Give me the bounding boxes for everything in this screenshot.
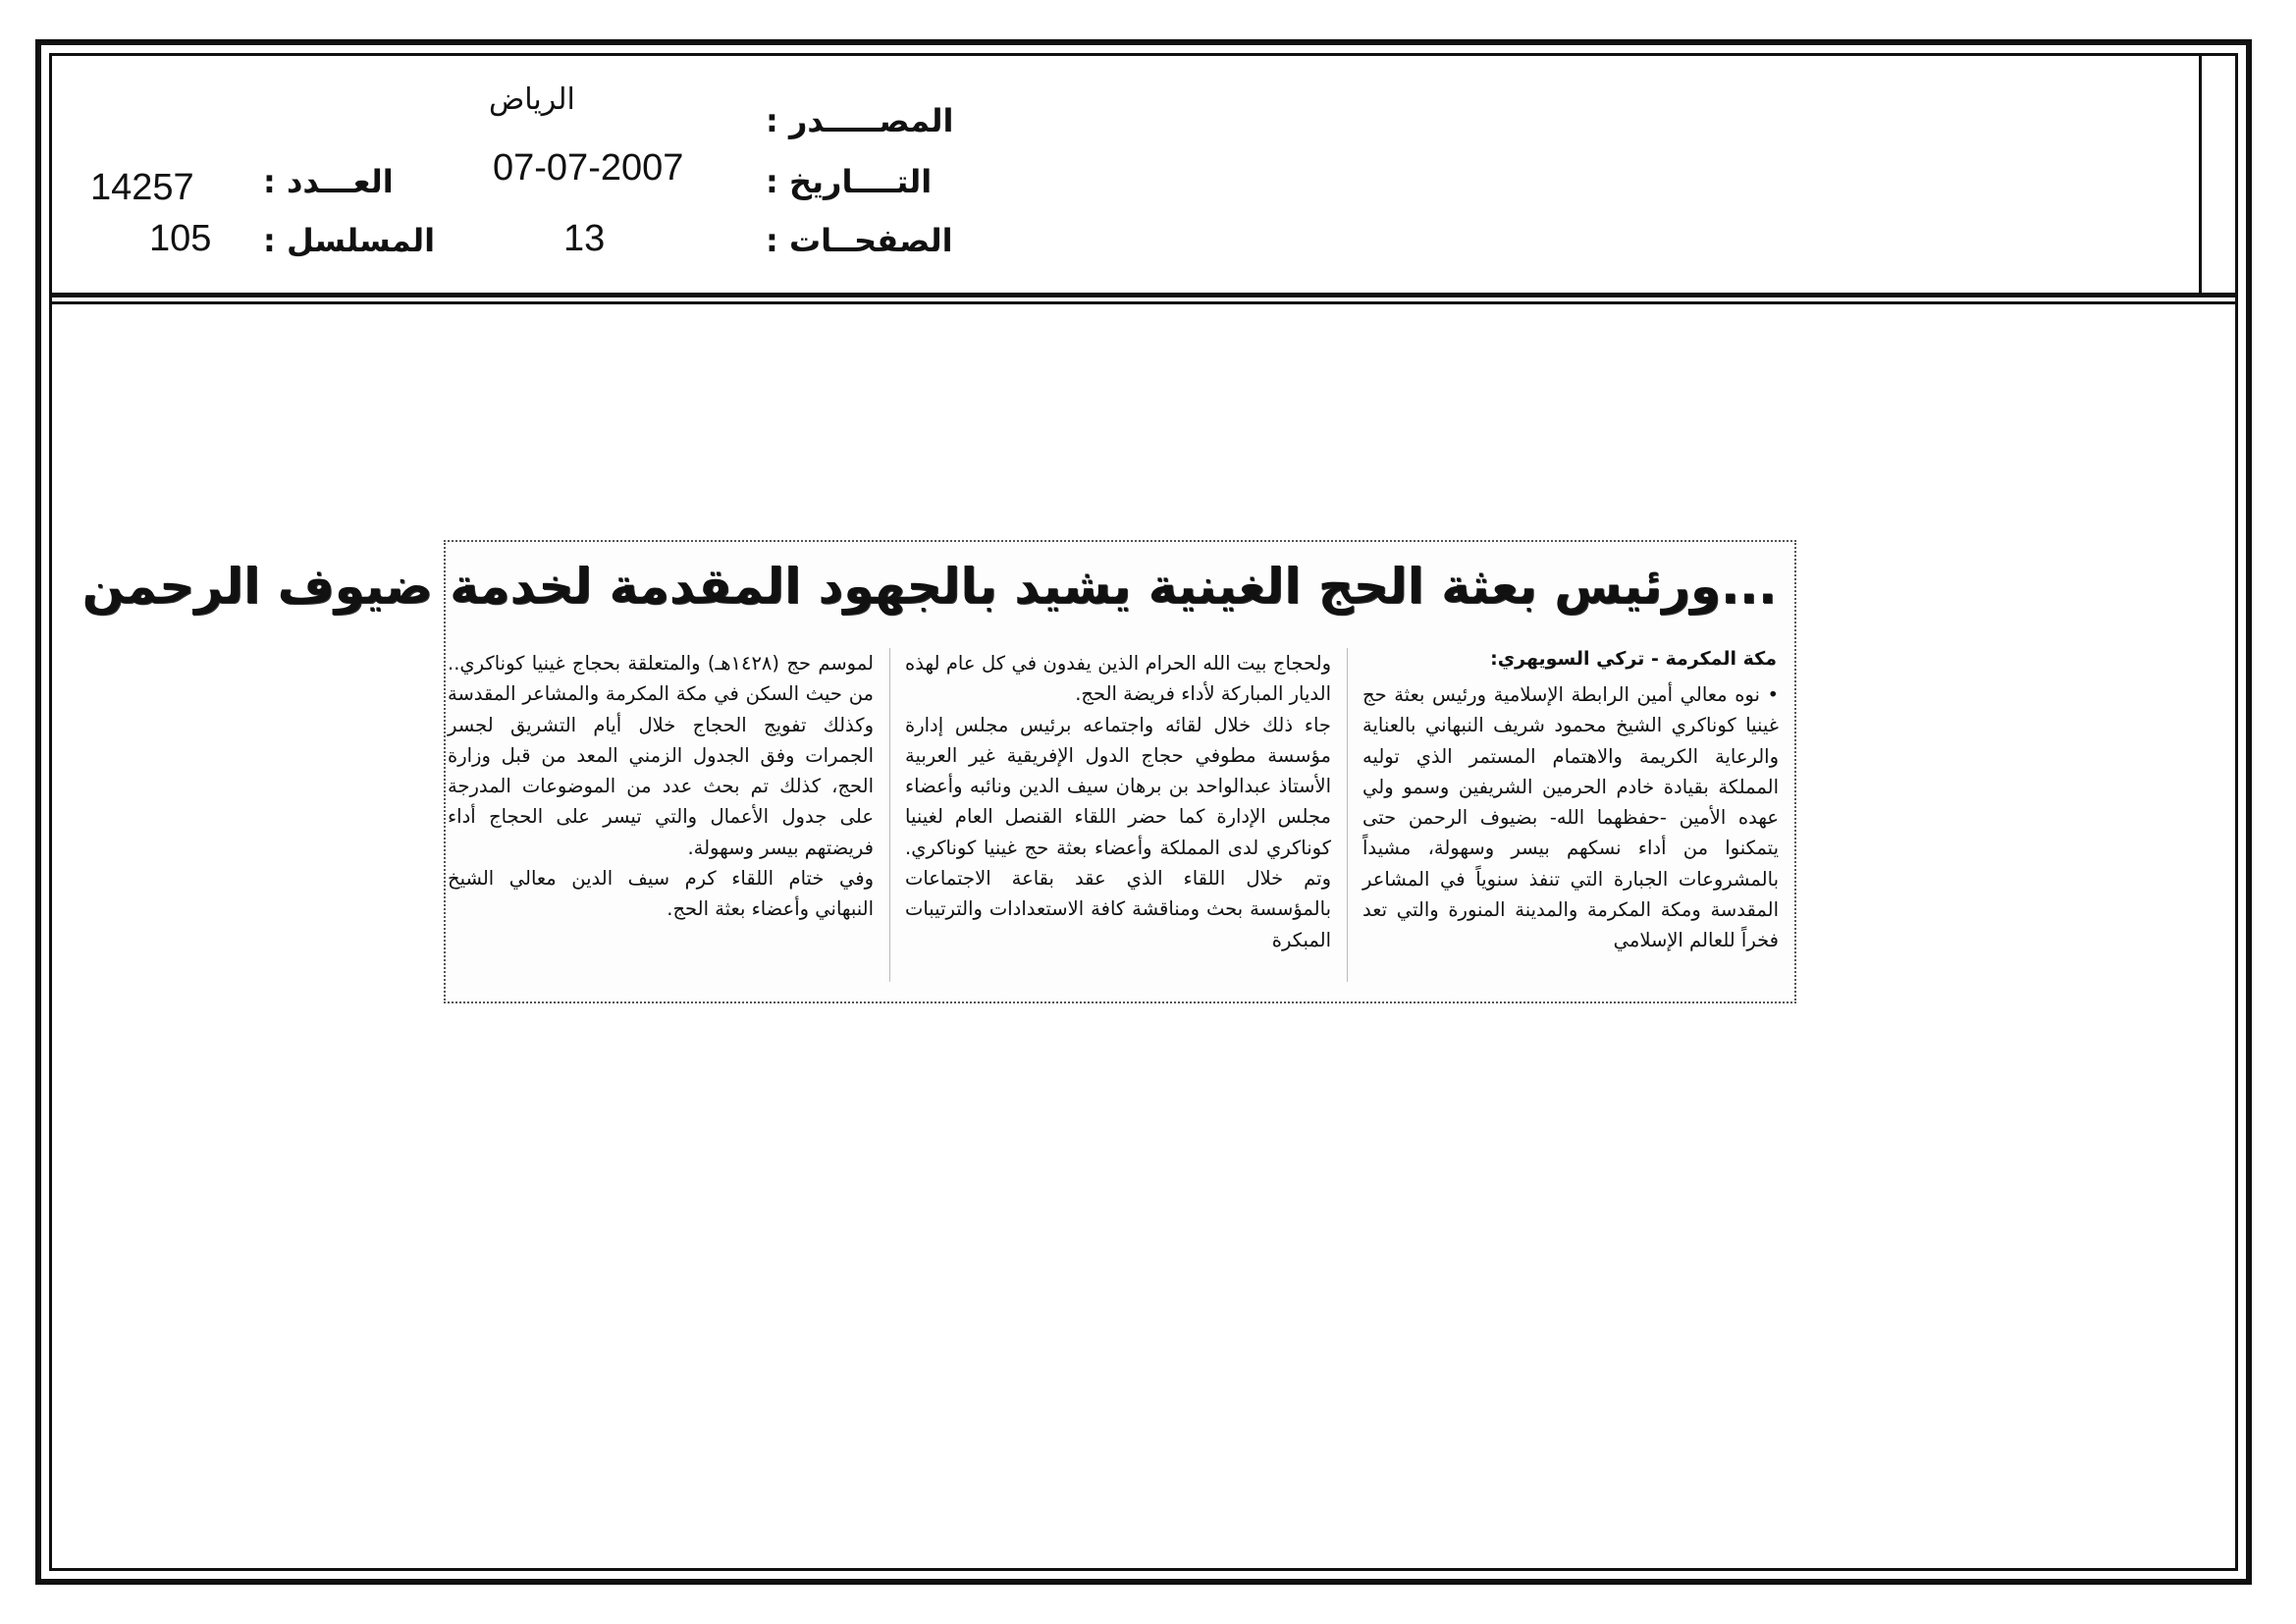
article-paragraph: وفي ختام اللقاء كرم سيف الدين معالي الشيخ النبهاني وأعضاء بعثة الحج. [448,867,874,921]
column-divider [889,648,890,982]
article-paragraph: جاء ذلك خلال لقائه واجتماعه برئيس مجلس إدارة مؤسسة مطوفي حجاج الدول الإفريقية غير العربية الأستاذ عبدالواحد بن برهان سيف الدين ونائبه وأعضاء مجلس الإدارة كما حضر اللقاء القنصل العام لغينيا كوناكري لدى المملكة وأعضاء بعثة حج غينيا كوناكري. وتم خلال اللقاء الذي عقد بقاعة الاجتماعات بالمؤسسة بحث ومناقشة كافة الاستعدادات والترتيبات المبكرة [905,713,1331,951]
article-column-3 [448,648,874,925]
date-value: 07-07-2007 [493,147,684,189]
article-paragraph: لموسم حج (١٤٢٨هـ) والمتعلقة بحجاج غينيا كوناكري.. من حيث السكن في مكة المكرمة والمشاعر المقدسة وكذلك تفويج الحجاج خلال أيام التشريق لجسر الجمرات وفق الجدول الزمني المعد من قبل وزارة الحج، كذلك تم بحث عدد من الموضوعات المدرجة على جدول الأعمال والتي تيسر على الحجاج أداء فريضتهم بيسر وسهولة. [448,652,874,859]
pages-label: الصفحــات : [766,222,953,259]
date-label: التــــاريخ : [766,163,933,200]
serial-value: 105 [149,218,212,259]
article-paragraph: ولحجاج بيت الله الحرام الذين يفدون في كل عام لهذه الديار المباركة لأداء فريضة الحج. [905,652,1331,706]
article-column-1 [1362,679,1779,956]
article-headline: ...ورئيس بعثة الحج الغينية يشيد بالجهود المقدمة لخدمة ضيوف الرحمن [81,558,1777,615]
header-right-rule [2199,55,2202,297]
serial-label: المسلسل : [263,222,436,259]
issue-label: العـــدد : [263,163,394,200]
article-column-2 [905,648,1331,955]
pages-value: 13 [563,218,606,259]
source-value: الرياض [489,82,575,117]
article-byline: مكة المكرمة - تركي السويهري: [1490,648,1777,670]
issue-value: 14257 [90,167,194,208]
source-label: المصـــــدر : [766,102,954,139]
article-paragraph: • نوه معالي أمين الرابطة الإسلامية ورئيس بعثة حج غينيا كوناكري الشيخ محمود شريف النبهاني بالعناية والرعاية الكريمة والاهتمام المستمر الذي توليه المملكة بقيادة خادم الحرمين الشريفين وسمو ولي عهده الأمين -حفظهما الله- بضيوف الرحمن حتى يتمكنوا من أداء نسكهم بيسر وسهولة، مشيداً بالمشروعات الجبارة التي تنفذ سنوياً في المشاعر المقدسة ومكة المكرمة والمدينة المنورة والتي تعد فخراً للعالم الإسلامي [1362,683,1779,952]
header-divider [49,293,2238,304]
column-divider [1347,648,1348,982]
